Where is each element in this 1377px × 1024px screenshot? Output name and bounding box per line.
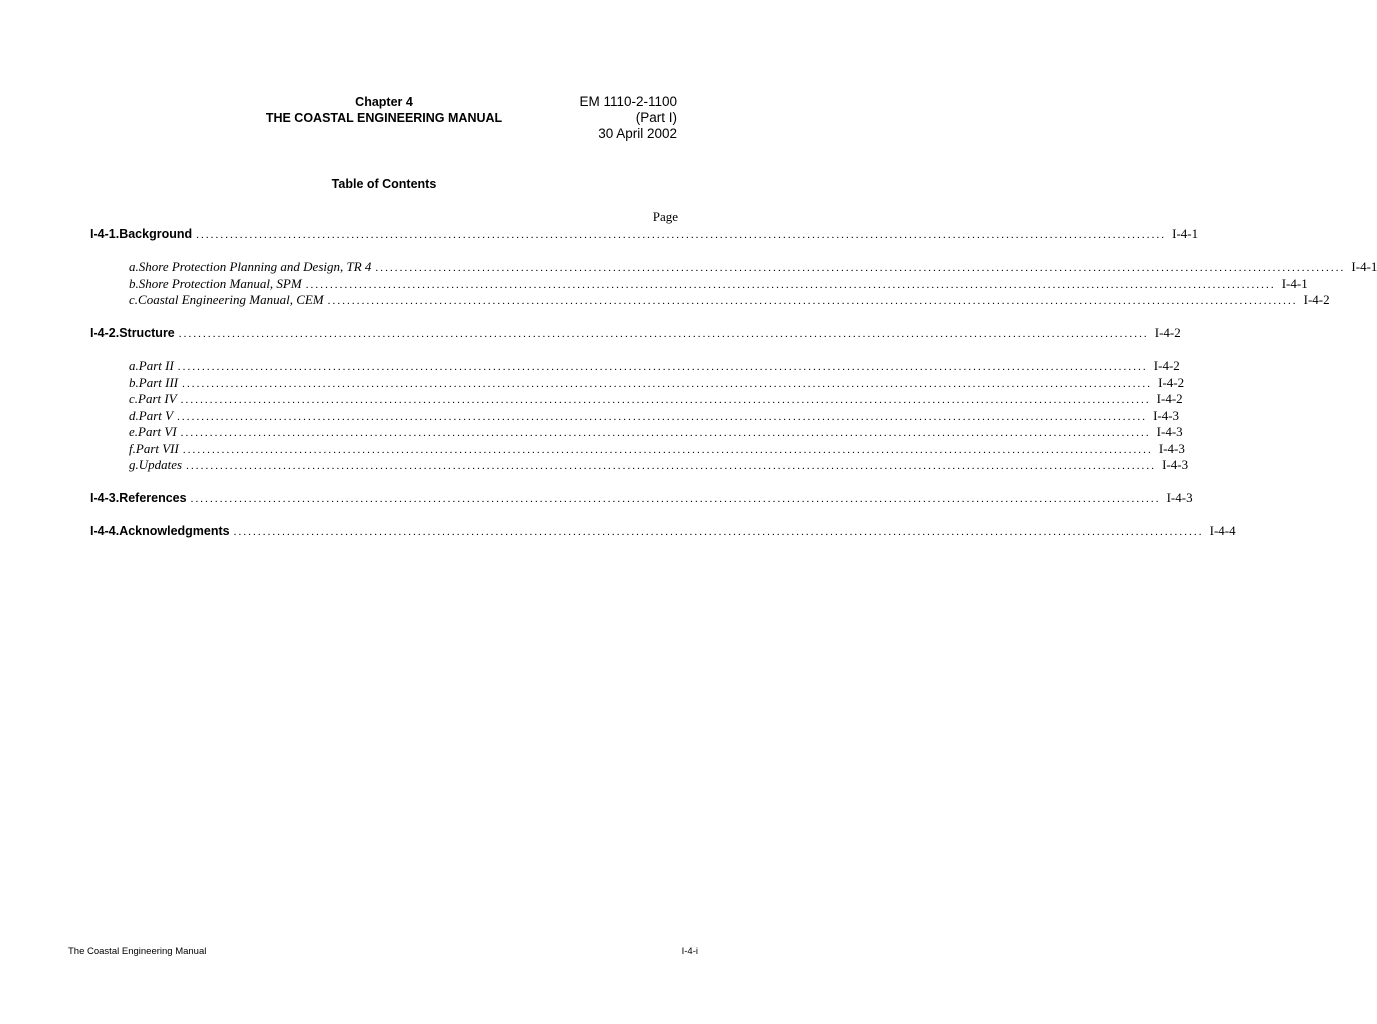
dot-leader: ........................................................................................................................................................................................................ bbox=[233, 526, 1204, 538]
toc-subsection-line[interactable] bbox=[0, 424, 1183, 441]
section-title: Background bbox=[119, 227, 193, 241]
dot-leader: ........................................................................................................................................................................................................ bbox=[196, 229, 1167, 241]
doc-date: 30 April 2002 bbox=[598, 126, 677, 141]
subsection-letter: b. bbox=[129, 275, 139, 291]
toc-subsection-line[interactable] bbox=[0, 457, 1189, 474]
section-title: Structure bbox=[119, 326, 175, 340]
toc-section-line[interactable] bbox=[0, 490, 1193, 507]
toc-section-line[interactable] bbox=[0, 226, 1199, 243]
subsection-letter: b. bbox=[129, 374, 139, 390]
section-page: I-4-1 bbox=[1172, 226, 1199, 241]
footer-manual-name: The Coastal Engineering Manual bbox=[68, 946, 207, 957]
document-identifier bbox=[579, 94, 677, 142]
subsection-page: I-4-3 bbox=[1156, 424, 1183, 439]
dot-leader: ........................................................................................................................................................................................................ bbox=[305, 278, 1276, 291]
subsection-title: Coastal Engineering Manual, CEM bbox=[138, 292, 324, 307]
dot-leader: ........................................................................................................................................................................................................ bbox=[190, 493, 1161, 505]
toc-subsection-line[interactable] bbox=[0, 292, 1330, 309]
page-column-header: Page bbox=[652, 209, 678, 224]
dot-leader: ........................................................................................................................................................................................................ bbox=[327, 295, 1298, 307]
subsection-page: I-4-2 bbox=[1303, 292, 1330, 307]
dot-leader: ........................................................................................................................................................................................................ bbox=[178, 328, 1149, 340]
section-page: I-4-4 bbox=[1209, 523, 1236, 538]
subsection-page: I-4-3 bbox=[1162, 457, 1189, 472]
subsection-page: I-4-2 bbox=[1156, 391, 1183, 406]
subsection-page: I-4-1 bbox=[1351, 259, 1377, 274]
toc-subsection-line[interactable] bbox=[0, 440, 1185, 458]
subsection-letter: a. bbox=[129, 259, 139, 274]
section-number: I-4-3. bbox=[90, 491, 120, 505]
toc-title: Table of Contents bbox=[331, 177, 437, 191]
subsection-title: Part V bbox=[138, 407, 174, 423]
section-title: References bbox=[119, 491, 187, 505]
subsection-page: I-4-1 bbox=[1281, 275, 1308, 291]
manual-title: THE COASTAL ENGINEERING MANUAL bbox=[265, 111, 503, 125]
chapter-label: Chapter 4 bbox=[355, 95, 413, 109]
subsection-letter: a. bbox=[129, 358, 139, 373]
subsection-title: Part II bbox=[138, 358, 174, 373]
subsection-title: Shore Protection Manual, SPM bbox=[138, 275, 302, 291]
section-title: Acknowledgments bbox=[119, 524, 230, 538]
subsection-letter: e. bbox=[129, 424, 139, 439]
subsection-letter: g. bbox=[129, 457, 139, 472]
footer-page-number: I-4-i bbox=[681, 946, 698, 957]
toc-subsection-line[interactable] bbox=[0, 358, 1180, 375]
toc-section-line[interactable] bbox=[0, 523, 1236, 540]
toc-subsection-line[interactable] bbox=[0, 259, 1377, 276]
subsection-title: Shore Protection Planning and Design, TR 4 bbox=[138, 259, 372, 274]
chapter-heading bbox=[200, 94, 568, 126]
subsection-title: Updates bbox=[138, 457, 183, 472]
subsection-page: I-4-3 bbox=[1158, 440, 1185, 456]
section-number: I-4-2. bbox=[90, 326, 120, 340]
section-number: I-4-1. bbox=[90, 227, 120, 241]
dot-leader: ........................................................................................................................................................................................................ bbox=[182, 377, 1153, 390]
dot-leader: ........................................................................................................................................................................................................ bbox=[180, 394, 1151, 406]
toc-section-line[interactable] bbox=[0, 325, 1181, 342]
dot-leader: ........................................................................................................................................................................................................ bbox=[177, 361, 1148, 373]
toc-subsection-line[interactable] bbox=[0, 407, 1180, 425]
toc-subsection-line[interactable] bbox=[0, 275, 1308, 293]
subsection-title: Part III bbox=[138, 374, 179, 390]
subsection-page: I-4-3 bbox=[1153, 407, 1180, 423]
doc-number: EM 1110-2-1100 bbox=[579, 94, 677, 109]
toc-subsection-line[interactable] bbox=[0, 391, 1183, 408]
subsection-letter: c. bbox=[129, 391, 139, 406]
subsection-title: Part VI bbox=[138, 424, 177, 439]
toc-subsection-line[interactable] bbox=[0, 374, 1185, 392]
section-page: I-4-3 bbox=[1166, 490, 1193, 505]
dot-leader: ........................................................................................................................................................................................................ bbox=[375, 262, 1346, 274]
dot-leader: ........................................................................................................................................................................................................ bbox=[186, 460, 1157, 472]
dot-leader: ........................................................................................................................................................................................................ bbox=[182, 443, 1153, 456]
subsection-title: Part VII bbox=[135, 440, 179, 456]
subsection-letter: d. bbox=[129, 407, 139, 423]
section-number: I-4-4. bbox=[90, 524, 120, 538]
doc-part: (Part I) bbox=[635, 110, 677, 125]
subsection-title: Part IV bbox=[138, 391, 177, 406]
subsection-page: I-4-2 bbox=[1158, 374, 1185, 390]
subsection-letter: c. bbox=[129, 292, 139, 307]
subsection-letter: f. bbox=[129, 440, 136, 456]
subsection-page: I-4-2 bbox=[1153, 358, 1180, 373]
dot-leader: ........................................................................................................................................................................................................ bbox=[180, 427, 1151, 439]
dot-leader: ........................................................................................................................................................................................................ bbox=[177, 410, 1148, 423]
section-page: I-4-2 bbox=[1154, 325, 1181, 340]
